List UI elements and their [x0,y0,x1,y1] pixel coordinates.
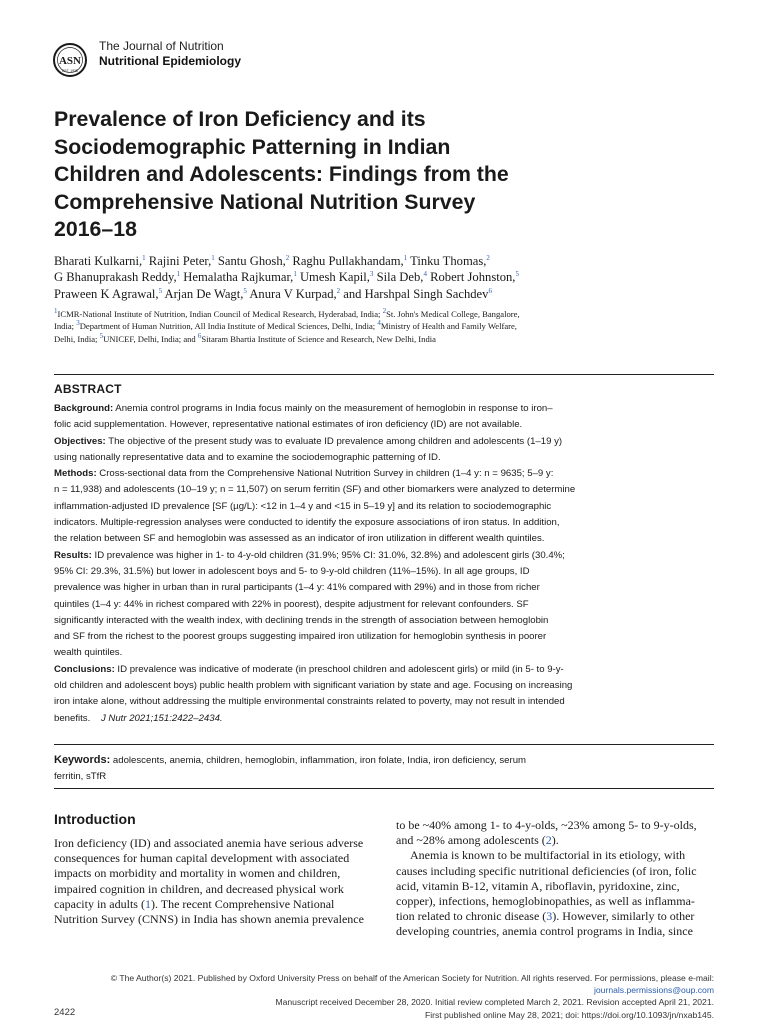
affiliation-ref[interactable]: 4 [423,270,427,279]
affiliation-text: Delhi, India; [54,333,100,344]
author: Umesh Kapil, [296,270,370,285]
affiliation-line [54,308,714,320]
methods-label: Methods: [54,468,97,480]
affiliation-number: 2 [382,307,387,316]
body-line: Iron deficiency (ID) and associated anemia have serious adverse [54,836,364,850]
author: Santu Ghosh, [214,254,286,268]
logo-small-text: EST. 1928 [62,69,78,73]
reference-link[interactable]: 2 [545,833,552,848]
affiliation-ref[interactable]: 5 [515,270,519,279]
body-line: impacts on morbidity and mortality in women and children, [54,866,341,881]
keywords-top-rule [54,744,714,745]
abstract-line [54,434,716,450]
abstract-line [54,401,716,417]
abstract-line: 95% CI: 29.3%, 31.5%) but lower in adolescent boys and 5- to 9-y-old children (11%–15%). In all age groups, ID [54,565,530,577]
author: G Bhanuprakash Reddy, [54,270,177,285]
abstract-line [54,711,716,727]
title-line: Prevalence of Iron Deficiency and its [54,107,426,131]
objectives-label: Objectives: [54,435,106,447]
body-line: developing countries, anemia control programs in India, since [396,924,693,939]
affiliation-number: 6 [197,331,202,340]
title-line: 2016–18 [54,217,137,242]
reference-link[interactable]: 3 [546,909,553,924]
affiliation-ref[interactable]: 1 [403,253,408,262]
body-text: capacity in adults ( [54,896,145,911]
affiliation-ref[interactable]: 1 [211,253,215,262]
abstract-line: indicators. Multiple-regression analyses were conducted to identify the exposure associations of iron status. In addition, [54,517,560,529]
article-title [54,106,694,244]
copyright-line: © The Author(s) 2021. Published by Oxford University Press on behalf of the American Society for Nutrition. All rights reserved. For permissions, please e-mail: [110,973,714,983]
body-line [396,909,716,924]
affiliation-text: Department of Human Nutrition, All India Institute of Medical Sciences, Delhi, India; [79,321,378,332]
asn-logo [52,38,88,82]
author: Robert Johnston, [426,270,516,285]
abstract-line: folic acid supplementation. However, representative national estimates of iron deficiency (ID) are not available. [54,419,523,431]
introduction-heading: Introduction [54,811,136,827]
background-label: Background: [54,403,114,414]
body-text: ). The recent Comprehensive National [150,896,335,911]
affiliation-ref[interactable]: 5 [158,286,163,295]
keywords [54,752,716,786]
affiliation-line [54,320,714,332]
affiliation-number: 1 [54,307,58,316]
journal-name: The Journal of Nutrition [99,39,224,53]
author: Praween K Agrawal, [54,286,159,301]
abstract-line: n = 11,938) and adolescents (10–19 y; n = 11,507) on serum ferritin (SF) and other biomarkers were analyzed to determine [54,484,576,496]
introduction-right-column [396,818,716,940]
author: Hemalatha Rajkumar, [180,270,294,285]
abstract-line: iron intake alone, without addressing the multiple environmental constraints related to poverty, may not result in intended [54,696,565,708]
abstract-line: and SF from the richest to the poorest groups suggesting impaired iron utilization for hemoglobin synthesis in poorer [54,631,547,643]
body-line: causes including specific nutritional deficiencies (of iron, folic [396,863,697,878]
author-line [54,286,734,302]
benefits-text: benefits. [54,712,91,724]
body-line: Nutrition Survey (CNNS) in India has shown anemia prevalence [54,912,364,927]
abstract-line: wealth quintiles. [54,647,123,659]
affiliation-ref[interactable]: 5 [243,286,247,295]
author: and Harshpal Singh Sachdev [340,286,489,301]
keywords-line: ferritin, sTfR [54,771,107,783]
journal-citation: J Nutr 2021;151:2422–2434. [100,712,223,724]
conclusions-text: ID prevalence was indicative of moderate (in preschool children and adolescent girls) or mild (in 5- to 9-y- [114,663,564,675]
body-line [396,833,716,848]
affiliation-ref[interactable]: 1 [142,253,146,262]
reference-link[interactable]: 1 [144,896,151,911]
abstract-body [54,401,716,727]
page-number: 2422 [54,1007,76,1018]
conclusions-label: Conclusions: [54,663,115,675]
author: Bharati Kulkarni, [54,254,143,268]
author-list [54,253,734,302]
keywords-text: adolescents, anemia, children, hemoglobin, inflammation, iron folate, India, iron deficiency, serum [110,755,527,766]
doi-line: First published online May 28, 2021; doi: https://doi.org/10.1093/jn/nxab145. [424,1009,714,1020]
body-line [54,897,374,912]
author: Arjan De Wagt, [162,286,244,301]
abstract-top-rule [54,374,714,375]
author: Rajini Peter, [145,254,212,268]
title-line: Children and Adolescents: Findings from the [54,162,509,187]
section-name: Nutritional Epidemiology [99,54,242,68]
title-line: Sociodemographic Patterning in Indian [54,134,451,159]
logo-text: ASN [58,55,82,67]
keywords-label: Keywords: [54,754,111,766]
affiliation-text: UNICEF, Delhi, India; and [103,333,198,344]
affiliation-ref[interactable]: 1 [293,270,297,279]
title-line: Comprehensive National Nutrition Survey [54,189,476,214]
author: Sila Deb, [373,270,424,285]
author: Anura V Kurpad, [246,286,337,301]
affiliation-ref[interactable]: 6 [488,286,492,295]
affiliation-ref[interactable]: 3 [369,270,374,279]
body-text: tion related to chronic disease ( [396,909,547,924]
affiliation-text: St. John's Medical College, Bangalore, [386,309,520,319]
abstract-line: quintiles (1–4 y: 44% in richest compared with 22% in poorest), despite adjustment for relevant confounders. SF [54,598,529,610]
body-text: and ~28% among adolescents ( [396,833,546,848]
results-text: ID prevalence was higher in 1- to 4-y-old children (31.9%; 95% CI: 31.0%, 32.8%) and adolescent girls (30.4%; [91,549,565,561]
copyright-footer [34,972,714,1021]
author: Raghu Pullakhandam, [289,254,404,268]
body-line: consequences for human capital development with associated [54,851,350,866]
abstract-line: significantly interacted with the wealth index, with declining trends in the strength of association between hemoglobin [54,614,549,626]
abstract-line: inflammation-adjusted ID prevalence [SF (µg/L): <12 in 1–4 y and <15 in 5–19 y] and its relation to sociodemographic [54,500,552,512]
abstract-heading: ABSTRACT [54,382,122,396]
abstract-line [54,548,716,564]
manuscript-dates: Manuscript received December 28, 2020. Initial review completed March 2, 2021. Revision accepted April 21, 2021. [275,997,714,1008]
permissions-email-link[interactable]: journals.permissions@oup.com [593,985,714,996]
body-line: acid, vitamin B-12, vitamin A, riboflavin, pyridoxine, zinc, [396,878,680,893]
author: Tinku Thomas, [407,254,487,268]
objectives-text: The objective of the present study was to evaluate ID prevalence among children and adolescents (1–19 y) [105,435,563,447]
body-line: impaired cognition in children, and decreased physical work [54,881,344,896]
results-label: Results: [54,549,92,561]
keywords-line [54,752,716,769]
affiliation-number: 4 [377,319,381,328]
body-text: ). However, similarly to other [552,909,695,924]
affiliations [54,308,714,345]
abstract-line: prevalence was higher in urban than in rural participants (1–4 y: 41% compared with 29%) and in those from richer [54,582,540,594]
affiliation-text: ICMR-National Institute of Nutrition, Indian Council of Medical Research, Hyderabad, India; [57,309,383,319]
abstract-line [54,466,716,482]
body-line: to be ~40% among 1- to 4-y-olds, ~23% among 5- to 9-y-olds, [396,818,697,832]
introduction-left-column [54,836,374,927]
author-line [54,253,734,269]
methods-text: Cross-sectional data from the Comprehensive National Nutrition Survey in children (1–4 y: n = 9635; 5–9 y: [96,468,554,480]
affiliation-text: Ministry of Health and Family Welfare, [380,321,517,332]
affiliation-text: Sitaram Bhartia Institute of Science and Research, New Delhi, India [201,333,436,344]
body-text: ). [551,833,559,848]
body-line: Anemia is known to be multifactorial in its etiology, with [410,848,686,863]
abstract-line: old children and adolescent boys) public health problem with significant variation by state and age. Focusing on increasing [54,680,573,692]
affiliation-number: 3 [76,319,80,328]
affiliation-ref[interactable]: 1 [176,270,181,279]
background-text: Anemia control programs in India focus mainly on the measurement of hemoglobin in response to iron– [113,403,553,414]
affiliation-text: India; [54,321,77,332]
abstract-line: the relation between SF and hemoglobin was assessed as an indicator of iron utilization in different wealth quintiles. [54,533,545,545]
affiliation-ref[interactable]: 2 [336,286,341,295]
author-line [54,269,734,285]
keywords-bottom-rule [54,788,714,789]
affiliation-ref[interactable]: 2 [285,253,290,262]
abstract-line [54,662,716,678]
affiliation-line [54,333,714,345]
affiliation-ref[interactable]: 2 [486,253,490,262]
body-line: copper), infections, hemoglobinopathies, as well as inflamma- [396,894,695,909]
abstract-line: using nationally representative data and to examine the sociodemographic patterning of ID. [54,451,441,463]
affiliation-number: 5 [99,331,104,340]
